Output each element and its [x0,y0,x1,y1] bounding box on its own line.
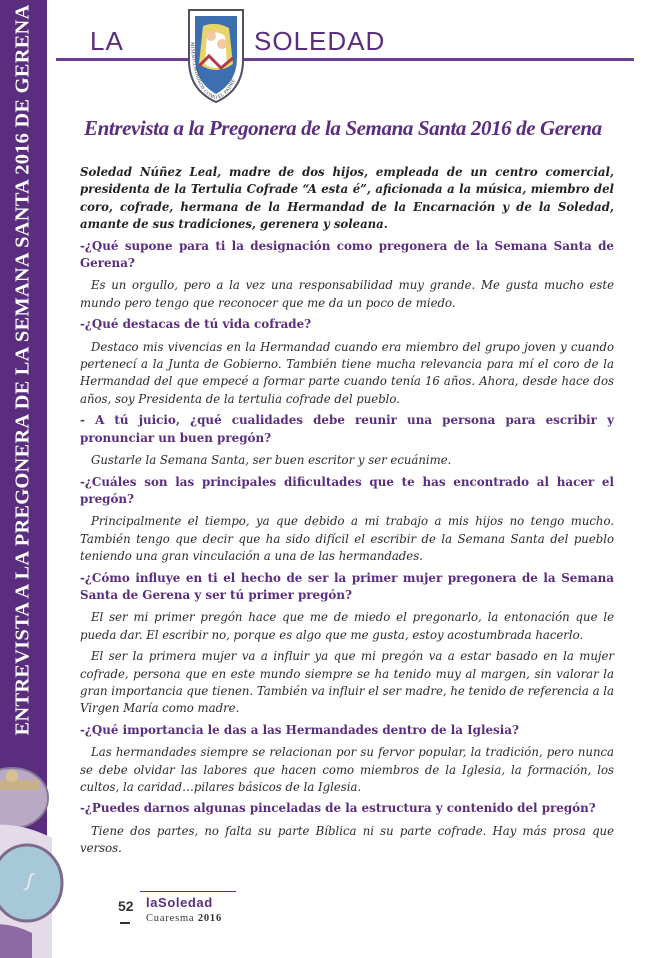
jubilee-seal-icon [181,6,251,104]
footer-brand: laSoledad [146,895,213,910]
question: -¿Cómo influye en ti el hecho de ser la primer mujer pregonera de la Semana Santa de Gerena y ser tú primer pregón? [80,570,614,602]
page-number: 52 [118,898,134,914]
answer: Gustarle la Semana Santa, ser buen escritor y ser ecuánime. [91,453,452,468]
footer-season: Cuaresma [146,913,195,924]
footer-year: 2016 [197,913,223,924]
question: -¿Qué importancia le das a las Hermandades dentro de la Iglesia? [80,722,519,737]
embroidery-ornament-icon [0,758,72,958]
article-title: Entrevista a la Pregonera de la Semana Santa 2016 de Gerena [84,116,602,140]
question: -¿Qué supone para ti la designación como pregonera de la Semana Santa de Gerena? [80,238,614,271]
question: -¿Qué destacas de tú vida cofrade? [80,317,312,332]
answer: El ser la primera mujer va a influir ya que mi pregón va a estar basado en la mujer cofrade, persona que en este mundo siempre se ha tenido muy al margen, sin valorar la gran importancia que tienen. También va influir el ser madre, he tenido de referencia a la Virgen María como madre. [80,649,614,716]
article-intro: Soledad Núñez Leal, madre de dos hijos, empleada de un centro comercial, presidenta de la Tertulia Cofrade “A esta é”, aficionada a la música, miembro del coro, cofrade, hermana de la Hermandad de la Encarnación y de la Soledad, amante de sus tradiciones, gerenera y soleana. [80,165,614,232]
answer: Las hermandades siempre se relacionan por su fervor popular, la tradición, pero nunca se debe olvidar las labores que hacen como miembros de la Iglesia, la formación, los cultos, la caridad…pilares básicos de la Iglesia. [80,745,614,794]
answer: Principalmente el tiempo, ya que debido a mi trabajo a mis hijos no tengo mucho. También tengo que decir que ha sido difícil el escribir de la Semana Santa del pueblo teniendo una gran vinculación a una de las hermandades. [80,514,614,564]
seal-motto: MISERICORDIOSOS COMO EL PADRE [188,41,237,102]
page-number-underline [120,922,130,924]
answer: Es un orgullo, pero a la vez una responsabilidad muy grande. Me gusta mucho este mundo pero tengo que reconocer que me da un poco de miedo. [80,278,614,310]
question: -¿Cuáles son las principales dificultades que te has encontrado al hacer el pregón? [80,474,614,506]
footer-issue [146,913,222,924]
answer: El ser mi primer pregón hace que me de miedo el pregonarlo, la entonación que le pueda dar. El escribir no, porque es algo que me gusta, estoy acostumbrada hacerlo. [80,610,614,642]
header-divider [56,58,634,61]
sidebar-vertical-title: ENTREVISTA A LA PREGONERA DE LA SEMANA SANTA 2016 DE GERENA [11,4,34,736]
footer-divider [140,891,236,892]
header-la: LA [90,26,124,56]
header-soledad: SOLEDAD [254,26,386,56]
svg-text:ꭍ: ꭍ [23,870,31,895]
question: -¿Puedes darnos algunas pinceladas de la estructura y contenido del pregón? [80,801,596,816]
answer: Destaco mis vivencias en la Hermandad cuando era miembro del grupo joven y cuando pertenecí a la Junta de Gobierno. También tiene mucha relevancia para mí el coro de la Hermandad del que empecé a formar parte cuando tenía 16 años. Ahora, desde hace dos años, soy Presidenta de la tertulia cofrade del pueblo. [80,339,614,406]
article-body [80,164,614,862]
answer: Tiene dos partes, no falta su parte Bíblica ni su parte cofrade. Hay más prosa que versos. [80,823,614,856]
question: - A tú juicio, ¿qué cualidades debe reunir una persona para escribir y pronunciar un buen pregón? [80,413,614,445]
